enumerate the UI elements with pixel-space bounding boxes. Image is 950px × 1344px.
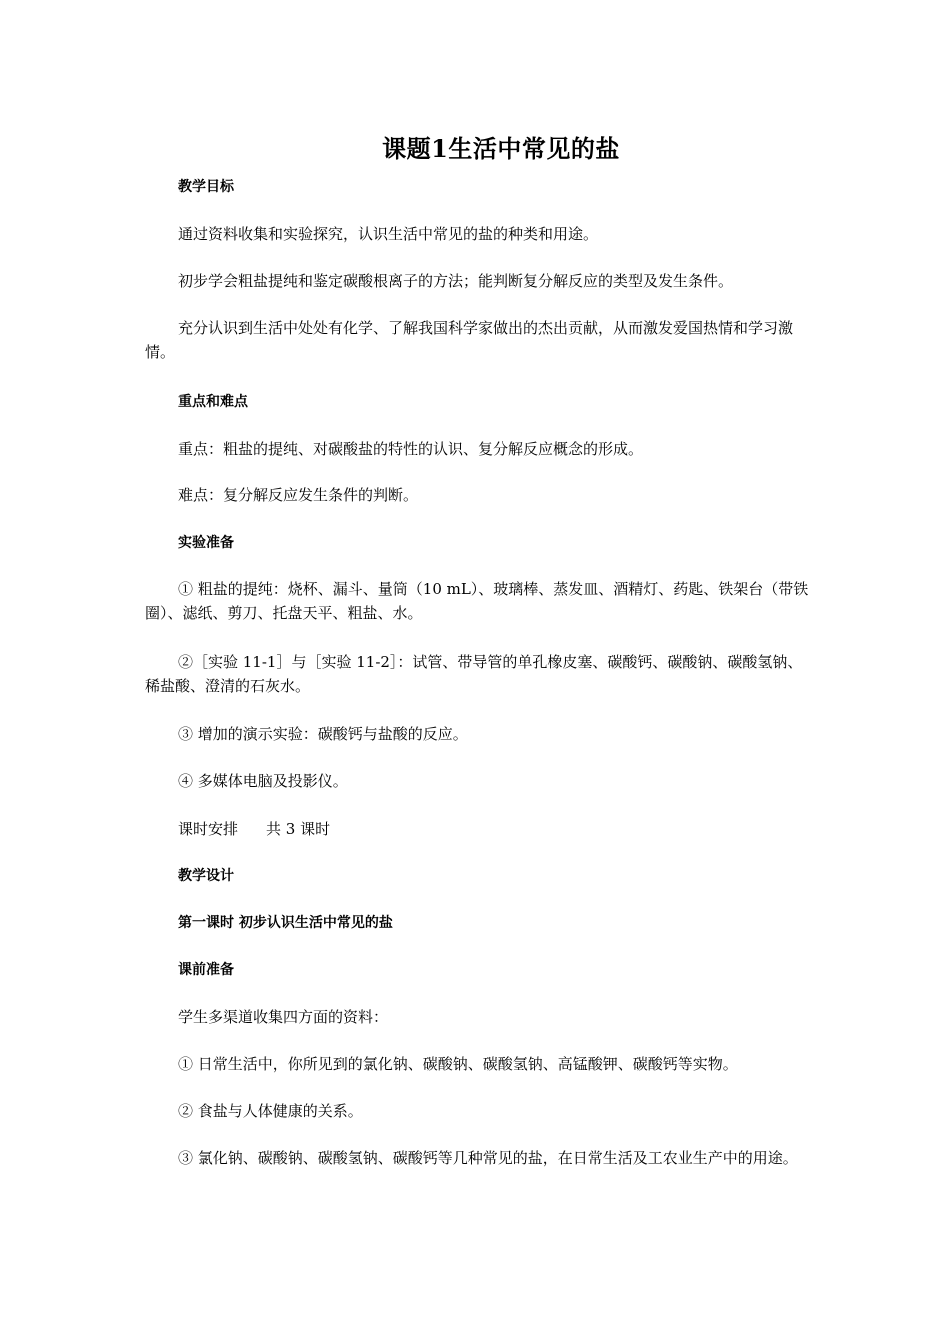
- preclass-item-2: ② 食盐与人体健康的关系。: [178, 1102, 363, 1120]
- goal-3: 充分认识到生活中处处有化学、了解我国科学家做出的杰出贡献，从而激发爱国热情和学习激情。: [145, 319, 794, 361]
- schedule-value: 共 3 课时: [266, 820, 331, 838]
- schedule-line: [145, 817, 809, 841]
- goal-2: 初步学会粗盐提纯和鉴定碳酸根离子的方法；能判断复分解反应的类型及发生条件。: [178, 272, 734, 290]
- page-title: 课题1生活中常见的盐: [382, 134, 620, 163]
- prep-item-4: ④ 多媒体电脑及投影仪。: [178, 772, 348, 790]
- preclass-item-3: ③ 氯化钠、碳酸钠、碳酸氢钠、碳酸钙等几种常见的盐，在日常生活及工农业生产中的用途。: [178, 1149, 798, 1167]
- prep-item-3: ③ 增加的演示实验：碳酸钙与盐酸的反应。: [178, 725, 468, 743]
- prep-item-2: ②［实验 11-1］与［实验 11-2］：试管、带导管的单孔橡皮塞、碳酸钙、碳酸钠、碳酸氢钠、稀盐酸、澄清的石灰水。: [145, 653, 803, 695]
- heading-goals: 教学目标: [178, 179, 234, 195]
- heading-key-points: 重点和难点: [178, 394, 248, 410]
- heading-lesson-1: 第一课时 初步认识生活中常见的盐: [178, 915, 393, 931]
- key-point: 重点：粗盐的提纯、对碳酸盐的特性的认识、复分解反应概念的形成。: [178, 440, 644, 458]
- preclass-item-1: ① 日常生活中，你所见到的氯化钠、碳酸钠、碳酸氢钠、高锰酸钾、碳酸钙等实物。: [178, 1055, 738, 1073]
- preclass-intro: 学生多渠道收集四方面的资料：: [178, 1008, 389, 1026]
- difficult-point: 难点：复分解反应发生条件的判断。: [178, 486, 419, 504]
- goal-1: 通过资料收集和实验探究，认识生活中常见的盐的种类和用途。: [178, 225, 599, 243]
- schedule-label: 课时安排: [178, 820, 239, 838]
- prep-item-1: ① 粗盐的提纯：烧杯、漏斗、量筒（10 mL）、玻璃棒、蒸发皿、酒精灯、药匙、铁架台（带铁圈）、滤纸、剪刀、托盘天平、粗盐、水。: [145, 580, 809, 622]
- heading-teaching-design: 教学设计: [178, 868, 234, 884]
- heading-preclass: 课前准备: [178, 962, 234, 978]
- heading-experiment-prep: 实验准备: [178, 535, 234, 551]
